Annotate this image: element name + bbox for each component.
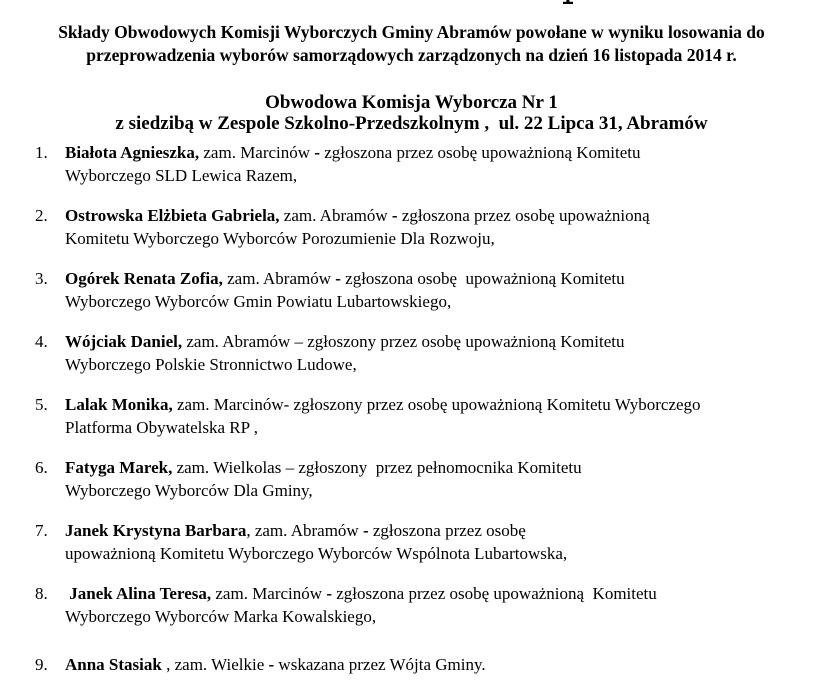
text-segment: zgłoszona przez osobę upoważnioną (397, 206, 650, 225)
bold-segment: Wójciak Daniel, (65, 332, 183, 351)
text-line (65, 457, 823, 480)
text-segment: wskazana przez Wójta Gminy. (274, 655, 486, 674)
list-item (35, 457, 823, 502)
list-item (35, 654, 823, 677)
bold-segment: Ogórek Renata Zofia, (65, 269, 223, 288)
bold-segment: Lalak Monika, (65, 395, 173, 414)
bold-segment: Janek Krystyna Barbara (65, 521, 247, 540)
text-segment: zam. Abramów (222, 269, 336, 288)
text-segment: Wyborczego Wyborców Dla Gminy, (65, 480, 313, 500)
text-line: przeprowadzenia wyborów samorządowych zarządzonych na dzień 16 listopada 2014 r. (86, 45, 737, 65)
list-item (35, 268, 823, 313)
text-line (65, 268, 823, 291)
list-item (35, 331, 823, 376)
text-line (65, 583, 823, 606)
list-item-number: 7. (35, 521, 48, 540)
list-item-text (65, 583, 823, 628)
text-line (65, 354, 823, 377)
list-item-text (65, 654, 823, 677)
text-line (65, 331, 823, 354)
list-item (35, 394, 823, 439)
list-item-number: 6. (35, 458, 48, 477)
text-segment: zam. Abramów (279, 206, 392, 225)
list-item (35, 520, 823, 565)
commission-heading (0, 92, 823, 134)
text-segment: zgłoszona przez osobę upoważnioną Komitetu (319, 143, 641, 162)
list-item-text (65, 520, 823, 565)
text-segment: zgłoszona przez osobę (368, 521, 526, 540)
list-item (35, 205, 823, 250)
text-line: Składy Obwodowych Komisji Wyborczych Gminy Abramów powołane w wyniku losowania do (58, 22, 765, 42)
list-item-text (65, 457, 823, 502)
text-line: z siedzibą w Zespole Szkolno-Przedszkolnym , ul. 22 Lipca 31, Abramów (115, 113, 708, 134)
text-segment: zam. Marcinów (211, 584, 327, 603)
text-line (65, 543, 823, 566)
list-item-number: 3. (35, 269, 48, 288)
list-item-number: 1. (35, 143, 48, 162)
text-segment: zam. Wielkolas – zgłoszony przez pełnomocnika Komitetu (172, 458, 582, 477)
bold-segment: - (362, 521, 369, 540)
text-segment: Wyborczego SLD Lewica Razem, (65, 165, 298, 185)
bold-segment: Ostrowska Elżbieta Gabriela, (65, 206, 280, 225)
bold-segment: - (314, 143, 320, 162)
text-segment: zam. Marcinów (199, 143, 315, 162)
text-segment: zam. Abramów – zgłoszony przez osobę upoważnioną Komitetu (182, 332, 625, 351)
bold-segment: - (326, 584, 332, 603)
text-line (65, 142, 823, 165)
text-line (65, 606, 823, 629)
list-item-text (65, 142, 823, 187)
list-item (35, 142, 823, 187)
list-item-number: 4. (35, 332, 48, 351)
text-line (65, 394, 823, 417)
text-segment: , zam. Wielkie (166, 655, 269, 674)
text-segment: zgłoszona przez osobę upoważnioną Komitetu (331, 584, 657, 603)
text-segment: Wyborczego Wyborców Gmin Powiatu Lubartowskiego, (65, 291, 452, 311)
bold-segment: Anna Stasiak (65, 655, 167, 674)
text-line (65, 291, 823, 314)
text-segment: Wyborczego Wyborców Marka Kowalskiego, (65, 606, 377, 626)
bold-segment: - (391, 206, 398, 225)
list-item-number: 5. (35, 395, 48, 414)
text-line (65, 205, 823, 228)
text-segment: Komitetu Wyborczego Wyborców Porozumienie Dla Rozwoju, (65, 228, 495, 248)
text-segment: upoważnioną Komitetu Wyborczego Wyborców Wspólnota Lubartowska, (65, 543, 568, 563)
bold-segment: Janek Alina Teresa, (65, 584, 212, 603)
members-list (0, 142, 823, 677)
list-item-number: 8. (35, 584, 48, 603)
list-item-number: 2. (35, 206, 48, 225)
text-line (65, 480, 823, 503)
text-line (65, 165, 823, 188)
text-segment: , zam. Abramów (246, 521, 363, 540)
list-item-text (65, 331, 823, 376)
list-item-number: 9. (35, 655, 48, 674)
text-line: Obwodowa Komisja Wyborcza Nr 1 (265, 92, 558, 113)
list-item-text (65, 205, 823, 250)
bold-segment: - (268, 655, 275, 674)
text-segment: Platforma Obywatelska RP , (65, 417, 258, 437)
list-item (35, 583, 823, 628)
bold-segment: Białota Agnieszka, (65, 143, 200, 162)
text-line (65, 228, 823, 251)
list-item-text (65, 394, 823, 439)
text-segment: Wyborczego Polskie Stronnictwo Ludowe, (65, 354, 357, 374)
text-line (65, 417, 823, 440)
list-item-text (65, 268, 823, 313)
text-segment: zgłoszona osobę upoważnioną Komitetu (340, 269, 625, 288)
text-line (65, 654, 823, 677)
text-segment: zam. Marcinów- zgłoszony przez osobę upoważnioną Komitetu Wyborczego (172, 395, 701, 414)
bold-segment: - (335, 269, 341, 288)
bold-segment: Fatyga Marek, (65, 458, 173, 477)
document-title (0, 0, 823, 67)
text-line (65, 520, 823, 543)
